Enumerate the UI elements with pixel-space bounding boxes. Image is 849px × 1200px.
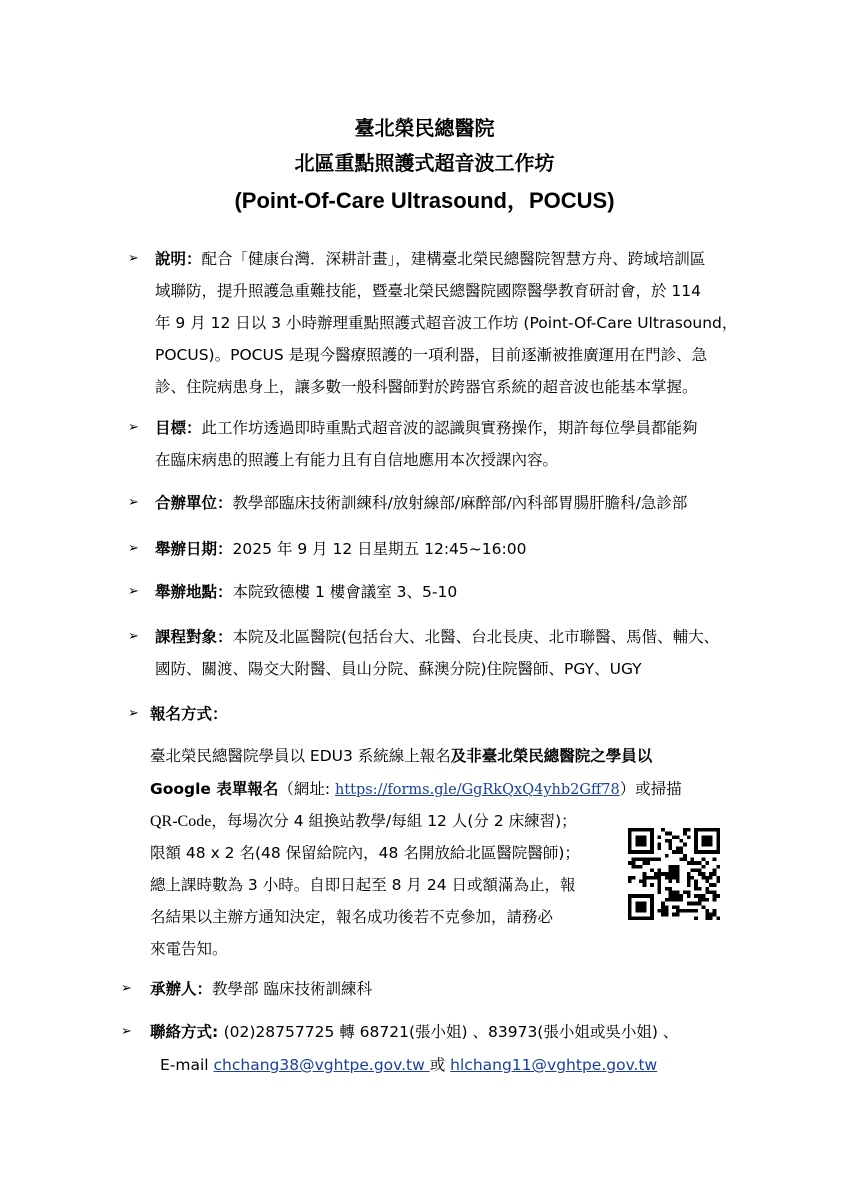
event-date: 舉辦日期：2025 年 9 月 12 日星期五 12:45~16:00 [155, 540, 527, 558]
email-link-2[interactable]: hlchang11@vghtpe.gov.tw [450, 1056, 658, 1074]
bullet-arrow-icon: ➢ [128, 541, 139, 556]
bullet-arrow-icon: ➢ [128, 420, 139, 435]
email-link-1[interactable]: chchang38@vghtpe.gov.tw [213, 1056, 430, 1074]
desc-line-2: 域聯防，提升照護急重難技能，暨臺北榮民總醫院國際醫學教育研討會，於 114 [155, 282, 702, 300]
desc-line-3: 年 9 月 12 日以 3 小時辦理重點照護式超音波工作坊 (Point-Of-Care Ultrasound， [155, 314, 738, 332]
registration-qr-code [628, 828, 720, 920]
contact-line-1: 聯絡方式: (02)28757725 轉 68721(張小姐) 、83973(張小姐或吳小姐) 、 [150, 1023, 679, 1041]
bullet-arrow-icon: ➢ [128, 251, 139, 266]
page-title: 臺北榮民總醫院 [354, 116, 495, 140]
event-venue: 舉辦地點：本院致德樓 1 樓會議室 3、5-10 [155, 583, 458, 601]
reg-line-5: 總上課時數為 3 小時。自即日起至 8 月 24 日或額滿為止，報 [150, 876, 576, 894]
bullet-arrow-icon: ➢ [121, 1024, 132, 1039]
organizer: 承辦人：教學部 臨床技術訓練科 [150, 980, 372, 998]
google-form-link[interactable]: https://forms.gle/GgRkQxQ4yhb2Gff78 [335, 782, 620, 798]
workshop-title: 北區重點照護式超音波工作坊 [294, 151, 555, 175]
registration-label: 報名方式： [150, 705, 228, 723]
reg-line-2: Google 表單報名（網址: https://forms.gle/GgRkQxQ4yhb2Gff78）或掃描 [150, 780, 682, 798]
reg-line-6: 名結果以主辦方通知決定，報名成功後若不克參加，請務必 [150, 908, 554, 926]
bullet-arrow-icon: ➢ [128, 629, 139, 644]
goal-line-2: 在臨床病患的照護上有能力且有自信地應用本次授課內容。 [155, 451, 559, 469]
bullet-arrow-icon: ➢ [121, 981, 132, 996]
desc-line-4: POCUS)。POCUS 是現今醫療照護的一項利器，目前逐漸被推廣運用在門診、急 [155, 346, 708, 364]
bullet-arrow-icon: ➢ [128, 495, 139, 510]
co-organizers: 合辦單位：教學部臨床技術訓練科/放射線部/麻醉部/內科部胃腸肝膽科/急診部 [155, 494, 688, 512]
workshop-subtitle: (Point-Of-Care Ultrasound，POCUS) [234, 188, 615, 213]
target-line-1: 課程對象：本院及北區醫院(包括台大、北醫、台北長庚、北市聯醫、馬偕、輔大、 [155, 628, 720, 646]
goal-line-1: 目標：此工作坊透過即時重點式超音波的認識與實務操作，期許每位學員都能夠 [155, 419, 698, 437]
reg-line-4: 限額 48 x 2 名(48 保留給院內，48 名開放給北區醫院醫師)； [150, 844, 580, 862]
reg-line-3: QR-Code，每場次分 4 組換站教學/每組 12 人(分 2 床練習)； [150, 812, 577, 830]
bullet-arrow-icon: ➢ [128, 706, 139, 721]
desc-line-5: 診、住院病患身上，讓多數一般科醫師對於跨器官系統的超音波也能基本掌握。 [155, 378, 698, 396]
target-line-2: 國防、關渡、陽交大附醫、員山分院、蘇澳分院)住院醫師、PGY、UGY [155, 660, 642, 678]
desc-line-1: 說明：配合「健康台灣．深耕計畫」，建構臺北榮民總醫院智慧方舟、跨域培訓區 [155, 250, 706, 268]
bullet-arrow-icon: ➢ [128, 584, 139, 599]
reg-line-1: 臺北榮民總醫院學員以 EDU3 系統線上報名及非臺北榮民總醫院之學員以 [150, 747, 653, 765]
contact-line-2: E-mail chchang38@vghtpe.gov.tw 或 hlchang11@vghtpe.gov.tw [160, 1056, 658, 1074]
reg-line-7: 來電告知。 [150, 940, 228, 958]
